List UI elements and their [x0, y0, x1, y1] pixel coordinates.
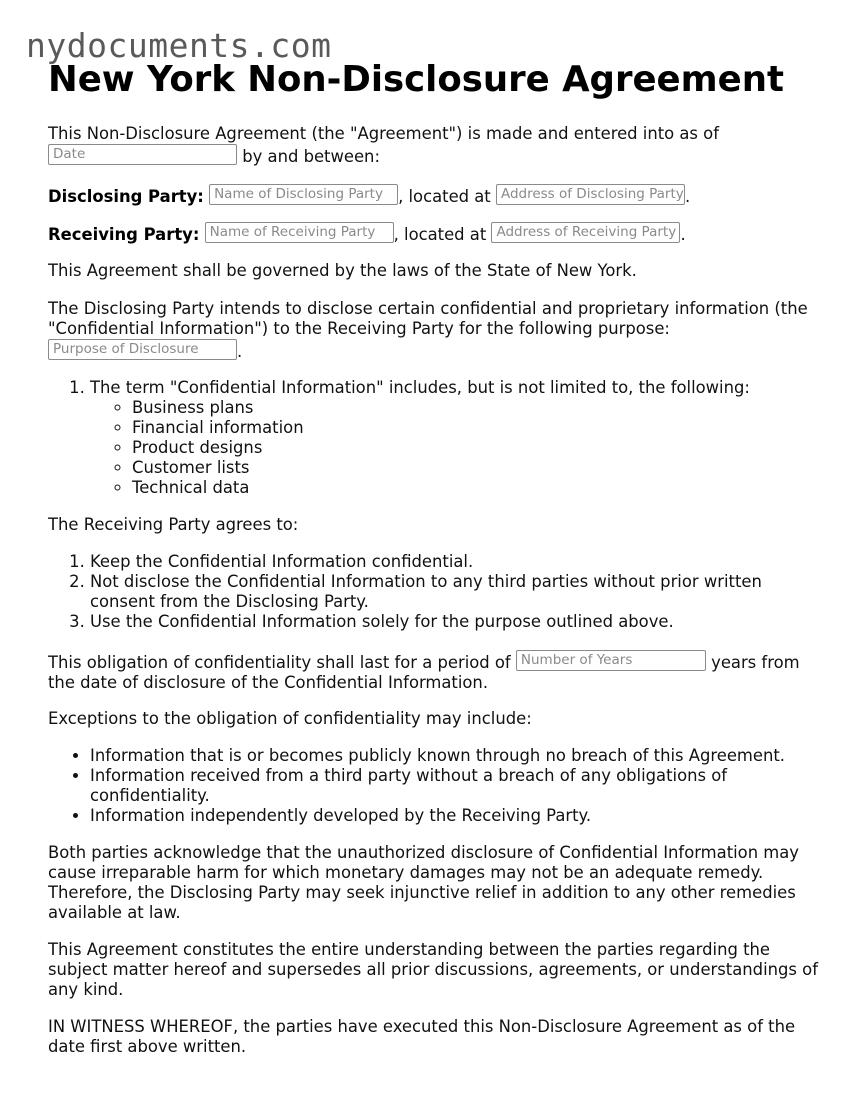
disclosing-party-line — [48, 184, 828, 207]
definition-text: The term "Confidential Information" includes, but is not limited to, the following: — [90, 378, 750, 397]
remedies-paragraph — [48, 843, 828, 923]
duration-text-after: years from the date of disclosure of the Confidential Information. — [48, 653, 800, 692]
confidential-examples-list — [90, 398, 828, 498]
list-item: ◦ Customer lists — [132, 458, 828, 478]
receiving-party-address-field[interactable]: Address of Receiving Party — [491, 222, 680, 243]
intro-text: This Non-Disclosure Agreement (the "Agreement") is made and entered into as of — [48, 124, 719, 143]
page-title: New York Non-Disclosure Agreement — [48, 59, 784, 100]
witness-paragraph — [48, 1017, 828, 1057]
purpose-field[interactable]: Purpose of Disclosure — [48, 339, 237, 360]
disclosing-party-address-field[interactable]: Address of Disclosing Party — [496, 184, 685, 205]
definition-list — [48, 378, 828, 498]
definition-section — [48, 378, 828, 498]
duration-text: This obligation of confidentiality shall last for a period of — [48, 653, 516, 672]
obligations-section — [48, 552, 828, 632]
duration-paragraph — [48, 650, 828, 693]
list-item: ◦ Technical data — [132, 478, 828, 498]
intro-paragraph — [48, 124, 828, 167]
list-item: • Information received from a third party without a breach of any obligations of confidentiality. — [90, 766, 828, 806]
date-field[interactable]: Date — [48, 144, 237, 165]
receiving-located-text: , located at — [393, 225, 492, 244]
entire-agreement-text: This Agreement constitutes the entire understanding between the parties regarding the subject matter hereof and supersedes all prior discussions, agreements, or understandings of any kind. — [48, 940, 818, 999]
list-item: ◦ Product designs — [132, 438, 828, 458]
receiving-party-label: Receiving Party: — [48, 225, 200, 244]
list-item — [90, 378, 828, 498]
agrees-intro-paragraph — [48, 515, 828, 535]
disclosing-end: . — [684, 187, 691, 206]
site-watermark: nydocuments.com — [26, 26, 332, 65]
list-item: ◦ Financial information — [132, 418, 828, 438]
number-of-years-field[interactable]: Number of Years — [516, 650, 706, 671]
obligations-list — [48, 552, 828, 632]
list-item: ◦ Business plans — [132, 398, 828, 418]
agrees-intro-text: The Receiving Party agrees to: — [48, 515, 299, 534]
exceptions-intro-paragraph — [48, 709, 828, 729]
disclosing-party-name-field[interactable]: Name of Disclosing Party — [209, 184, 398, 205]
list-item: • Information independently developed by the Receiving Party. — [90, 806, 828, 826]
list-item: 1. Keep the Confidential Information confidential. — [90, 552, 828, 572]
list-item: 3. Use the Confidential Information solely for the purpose outlined above. — [90, 612, 828, 632]
list-item: • Information that is or becomes publicly known through no breach of this Agreement. — [90, 746, 828, 766]
disclosing-located-text: , located at — [398, 187, 496, 206]
witness-text: IN WITNESS WHEREOF, the parties have executed this Non-Disclosure Agreement as of the date first above written. — [48, 1017, 796, 1056]
exceptions-intro-text: Exceptions to the obligation of confidentiality may include: — [48, 709, 532, 728]
receiving-end: . — [680, 225, 686, 244]
purpose-paragraph — [48, 299, 828, 362]
exceptions-section — [48, 746, 828, 826]
entire-agreement-paragraph — [48, 940, 828, 1000]
governing-law-paragraph — [48, 261, 828, 281]
intro-text-after: by and between: — [237, 147, 380, 166]
disclosing-party-label: Disclosing Party: — [48, 187, 204, 206]
list-item: 2. Not disclose the Confidential Information to any third parties without prior written consent from the Disclosing Party. — [90, 572, 828, 612]
purpose-text: The Disclosing Party intends to disclose certain confidential and proprietary information (the "Confidential Information") to the Receiving Party for the following purpose: — [48, 299, 808, 338]
remedies-text: Both parties acknowledge that the unauthorized disclosure of Confidential Information may cause irreparable harm for which monetary damages may not be an adequate remedy. Therefore, the Disclosing Party may seek injunctive relief in addition to any other remedies available at law. — [48, 843, 800, 922]
exceptions-list — [48, 746, 828, 826]
purpose-end: . — [237, 342, 243, 361]
receiving-party-line — [48, 222, 828, 245]
governing-law-text: This Agreement shall be governed by the laws of the State of New York. — [48, 261, 637, 280]
receiving-party-name-field[interactable]: Name of Receiving Party — [205, 222, 394, 243]
